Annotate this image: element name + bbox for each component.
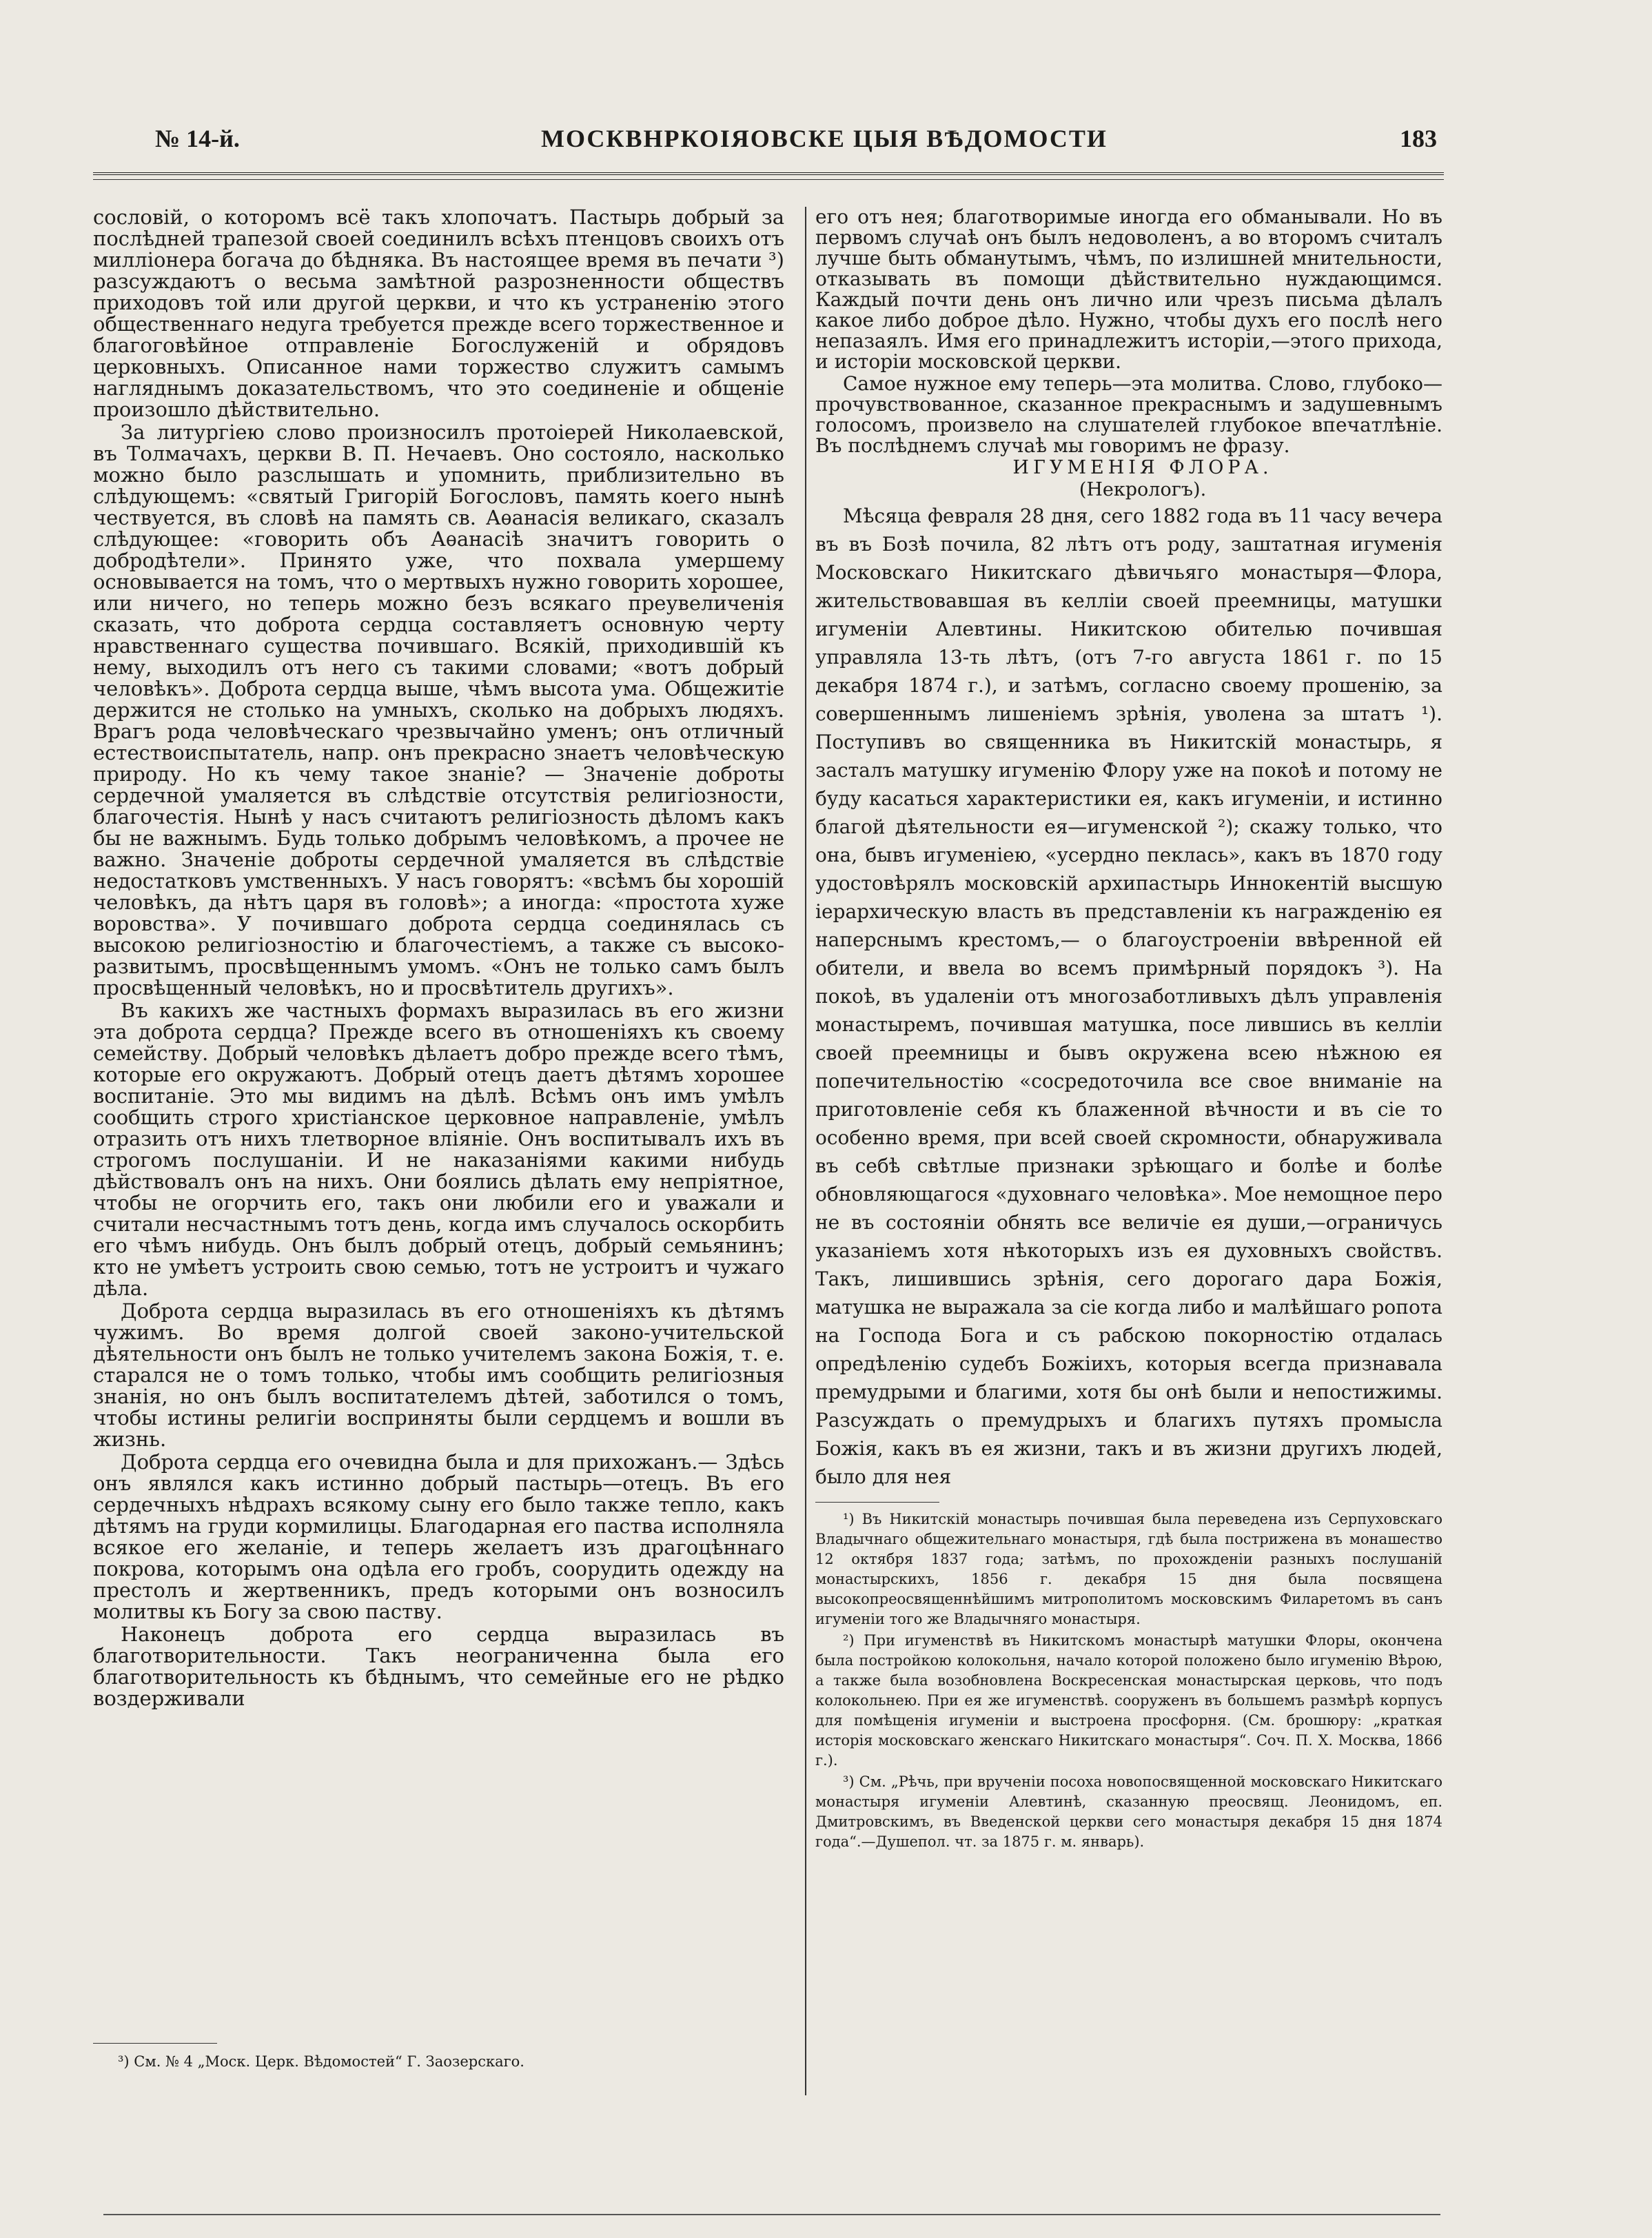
paragraph: Доброта сердца его очевидна была и для прихожанъ.— Здѣсь онъ являлся какъ истинно добрый пастырь—отецъ. Въ его сердечныхъ нѣдрахъ всякому сыну его было также тепло, какъ дѣтямъ на груди кормилицы. Благодарная его паства исполняла всякое его желаніе, и теперь желаетъ изъ драгоцѣннаго покрова, которымъ она одѣла его гробъ, соорудить одежду на престолъ и жертвенникъ, предъ которыми онъ возносилъ молитвы къ Богу за свою паству. — [93, 1450, 784, 1623]
footnote: ³) См. „Рѣчь, при врученіи посоха новопосвященной московскаго Никитскаго монастыря игуменіи Алевтинѣ, сказанную преосвящ. Леонидомъ, еп. Дмитровскимъ, въ Введенской церкви сего монастыря декабря 15 дня 1874 года“.—Душепол. чт. за 1875 г. м. январь). — [815, 1773, 1442, 1850]
paragraph: его отъ нея; благотворимые иногда его обманывали. Но въ первомъ случаѣ онъ былъ недоволенъ, а во второмъ считалъ лучше быть обманутымъ, чѣмъ, по излишней мнительности, отказывать въ помощи дѣйствительно нуждающимся. Каждый почти день онъ лично или чрезъ письма дѣлалъ какое либо доброе дѣло. Нужно, чтобы духъ его послѣ него непазаялъ. Имя его принадлежитъ исторіи,—этого прихода, и исторіи московской церкви. — [815, 205, 1442, 373]
paragraph: За литургіею слово произносилъ протоіерей Николаевской, въ Толмачахъ, церкви В. П. Нечаевъ. Оно состояло, насколько можно было разслышать и упомнить, приблизительно въ слѣдующемъ: «святый Григорій Богословъ, память коего нынѣ чествуется, въ словѣ на память св. Аѳанасія великаго, сказалъ слѣдующее: «говорить объ Аѳанасіѣ значитъ говорить о добродѣтели». Принято уже, что похвала умершему основывается на томъ, что о мертвыхъ нужно говорить хорошее, или ничего, но теперь можно безъ всякаго преувеличенія сказать, что доброта сердца составляетъ основную черту нравственнаго существа почившаго. Всякій, приходившій къ нему, выходилъ отъ него съ такими словами; «вотъ добрый человѣкъ». Доброта сердца выше, чѣмъ высота ума. Общежитіе держится не столько на умныхъ, сколько на добрыхъ людяхъ. Врагъ рода человѣческаго чрезвычайно уменъ; онъ отличный естествоиспытатель, напр. онъ прекрасно знаетъ человѣческую природу. Но къ чему такое знаніе? — Значеніе доброты сердечной умаляется въ слѣдствіе отсутствія религіозности, благочестія. Нынѣ у насъ считаютъ религіозность дѣломъ какъ бы не важнымъ. Будь только добрымъ человѣкомъ, а прочее не важно. Значеніе доброты сердечной умаляется въ слѣдствіе недостатковъ умственныхъ. У насъ говорятъ: «всѣмъ бы хорошій человѣкъ, да нѣтъ царя въ головѣ»; а иногда: «простота хуже воровства». У почившаго доброта сердца соединялась съ высокою религіозностію и благочестіемъ, а также съ высоко-развитымъ, просвѣщеннымъ умомъ. «Онъ не только самъ былъ просвѣщенный человѣкъ, но и просвѣтитель другихъ». — [93, 420, 784, 999]
paragraph: сословій, о которомъ всё такъ хлопочатъ. Пастырь добрый за послѣдней трапезой своей соединилъ всѣхъ птенцовъ своихъ отъ милліонера богача до бѣдняка. Въ настоящее время въ печати ³) разсуждаютъ о весьма замѣтной разрозненности обществъ приходовъ той или другой церкви, и что къ устраненію этого общественнаго недуга требуется прежде всего торжественное и благоговѣйное отправленіе Богослуженій и обрядовъ церковныхъ. Описанное нами торжество служитъ самымъ нагляднымъ доказательствомъ, что это соединеніе и общеніе произошло дѣйствительно. — [93, 205, 784, 421]
issue-number: № 14-й. — [155, 125, 240, 152]
page-number: 183 — [1400, 125, 1437, 152]
page-header — [155, 124, 1437, 165]
footnote: ³) См. № 4 „Моск. Церк. Вѣдомостей“ Г. Заозерскаго. — [118, 2053, 524, 2070]
section-title: ИГУМЕНІЯ ФЛОРА. — [1012, 457, 1273, 478]
publication-title: МОСКВНРКОІЯОВСКЕ ЦЫЯ ВѢДОМОСТИ — [541, 125, 1108, 152]
footnote: ²) При игуменствѣ въ Никитскомъ монастырѣ матушки Флоры, окончена была постройкою колокольня, начало которой положено было игуменію Вѣрою, а также была возобновлена Воскресенская монастырская церковь, что подъ колокольнею. При ея же игуменствѣ. сооруженъ въ большемъ размѣрѣ корпусъ для помѣщенія игуменіи и выстроена просфорня. (См. брошюру: „краткая исторія московскаго женскаго Никитскаго монастыря“. Соч. П. Х. Москва, 1866 г.). — [815, 1632, 1442, 1769]
right-column — [815, 207, 1442, 1852]
footnote: ¹) Въ Никитскій монастырь почившая была переведена изъ Серпуховскаго Владычнаго общежительнаго монастыря, гдѣ была пострижена въ монашество 12 октября 1837 года; затѣмъ, по прохожденіи разныхъ послушаній монастырскихъ, 1856 г. декабря 15 дня была посвящена высокопреосвященнѣйшимъ митрополитомъ московскимъ Филаретомъ въ санъ игуменіи того же Владычняго монастыря. — [815, 1511, 1442, 1627]
footnote-rule — [815, 1502, 939, 1503]
paragraph: Доброта сердца выразилась въ его отношеніяхъ къ дѣтямъ чужимъ. Во время долгой своей законо-учительской дѣятельности онъ былъ не только учителемъ закона Божія, т. е. старался не о томъ только, чтобы имъ сообщить религіозныя знанія, но онъ былъ воспитателемъ дѣтей, заботился о томъ, чтобы истины религіи восприняты были сердцемъ и вошли въ жизнь. — [93, 1299, 784, 1451]
paragraph: Въ какихъ же частныхъ формахъ выразилась въ его жизни эта доброта сердца? Прежде всего въ отношеніяхъ къ своему семейству. Добрый человѣкъ дѣлаетъ добро прежде всего тѣмъ, которые его окружаютъ. Добрый отецъ даетъ дѣтямъ хорошее воспитаніе. Это мы видимъ на дѣлѣ. Всѣмъ онъ имъ умѣлъ сообщить строго христіанское церковное направленіе, умѣлъ отразить отъ нихъ тлетворное вліяніе. Онъ воспитывалъ ихъ въ строгомъ послушаніи. И не наказаніями какими нибудь дѣйствовалъ онъ на нихъ. Они боялись дѣлать ему непріятное, чтобы не огорчить его, такъ они любили его и уважали и считали несчастнымъ тотъ день, когда имъ случалось оскорбить его чѣмъ нибудь. Онъ былъ добрый отецъ, добрый семьянинъ; кто не умѣетъ устроить свою семью, тотъ не устроитъ и чужаго дѣла. — [93, 999, 784, 1300]
section-subtitle: (Некрологъ). — [1079, 479, 1207, 500]
column-divider — [805, 207, 806, 2095]
left-column — [93, 207, 784, 1709]
paragraph: Наконецъ доброта его сердца выразилась въ благотворительности. Такъ неограниченна была его благотворительность къ бѣднымъ, что семейные его не рѣдко воздерживали — [93, 1622, 784, 1710]
left-footnotes — [93, 2043, 784, 2073]
bottom-rule — [103, 2214, 1440, 2215]
paragraph: Самое нужное ему теперь—эта молитва. Слово, глубоко—прочувствованное, сказанное прекраснымъ и задушевнымъ голосомъ, произвело на слушателей глубокое впечатлѣніе. Въ послѣднемъ случаѣ мы говоримъ не фразу. — [815, 372, 1442, 457]
obituary-text: Мѣсяца февраля 28 дня, сего 1882 года въ 11 часу вечера въ въ Бозѣ почила, 82 лѣтъ отъ роду, заштатная игуменія Московскаго Никитскаго дѣвичьяго монастыря—Флора, жительствовавшая въ келліи своей преемницы, матушки игуменіи Алевтины. Никитскою обителью почившая управляла 13-ть лѣтъ, (отъ 7-го августа 1861 г. по 15 декабря 1874 г.), и затѣмъ, согласно своему прошенію, за совершеннымъ лишеніемъ зрѣнія, уволена за штатъ ¹). Поступивъ во священника въ Никитскій монастырь, я засталъ матушку игуменію Флору уже на покоѣ и потому не буду касаться характеристики ея, какъ игуменіи, и истинно благой дѣятельности ея—игуменской ²); скажу только, что она, бывъ игуменіею, «усердно пеклась», какъ въ 1870 году удостовѣрялъ московскій архипастырь Иннокентій высшую іерархическую власть въ представленіи къ награжденію ея наперснымъ крестомъ,— о благоустроеніи ввѣренной ей обители, и ввела во всемъ примѣрный порядокъ ³). На покоѣ, въ удаленіи отъ многозаботливыхъ дѣлъ управленія монастыремъ, почившая матушка, посе лившись въ келліи своей преемницы и бывъ окружена всею нѣжною ея попечительностію «сосредоточила все свое вниманіе на приготовленіе себя къ блаженной вѣчности и въ сіе то особенно время, при всей своей скромности, обнаруживала въ себѣ свѣтлые признаки зрѣющаго и болѣе и болѣе обновляющагося «духовнаго человѣка». Мое немощное перо не въ состояніи обнять все величіе ея души,—ограничусь указаніемъ хотя нѣкоторыхъ изъ ея духовныхъ свойствъ. Такъ, лишившись зрѣнія, сего дорогаго дара Божія, матушка не выражала за сіе когда либо и малѣйшаго ропота на Господа Бога и съ рабскою покорностію отдалась опредѣленію судебъ Божіихъ, которыя всегда признавала премудрыми и благими, хотя бы онѣ были и непостижимы. Разсуждать о премудрыхъ и благихъ путяхъ промысла Божія, какъ въ ея жизни, такъ и въ жизни другихъ людей, было для нея — [815, 505, 1442, 1488]
header-rule — [93, 172, 1444, 180]
footnote-rule — [93, 2043, 217, 2044]
